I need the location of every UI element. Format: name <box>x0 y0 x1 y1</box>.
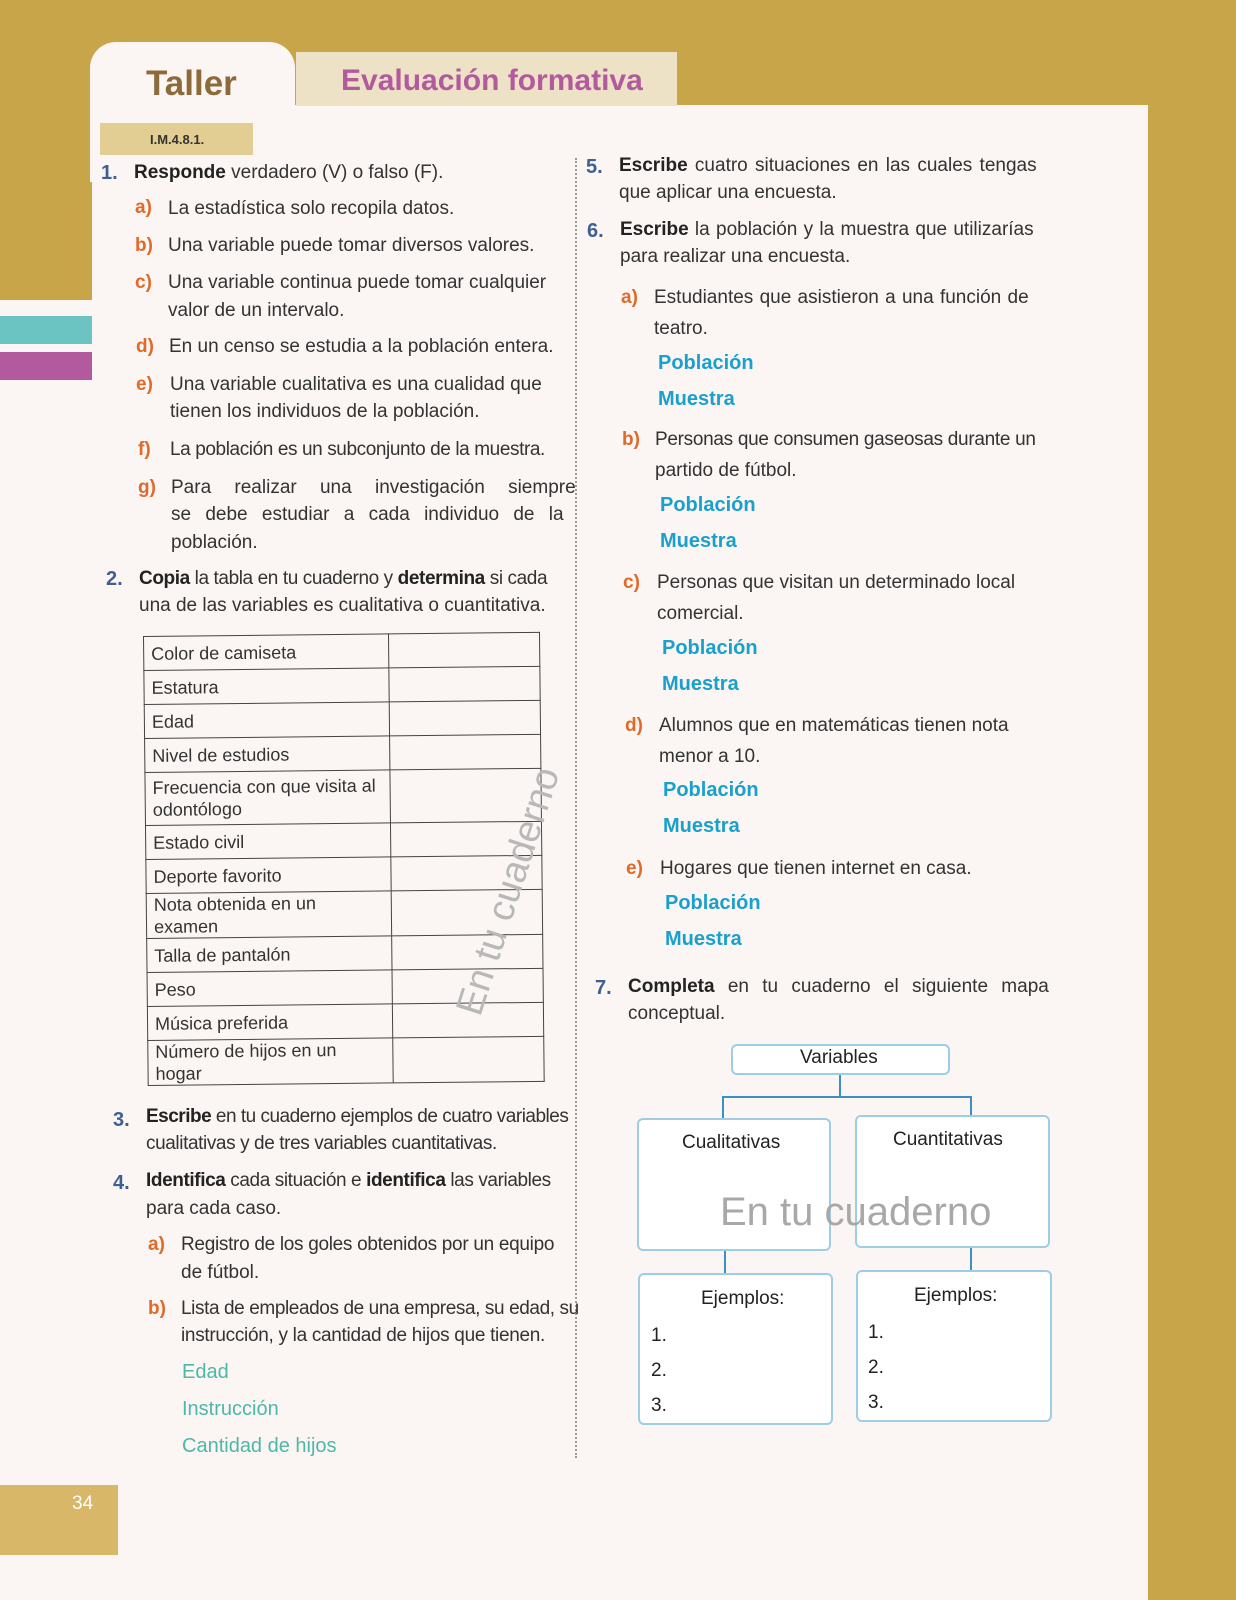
answer-edad: Edad <box>182 1361 229 1383</box>
connector-left <box>722 1096 724 1118</box>
q6-statement-1: Escribe la población y la muestra que utilizarías <box>620 219 1034 240</box>
q6-c-poblacion: Población <box>662 637 758 659</box>
column-divider <box>575 158 577 1458</box>
q1-f-letter: f) <box>138 439 151 460</box>
table-answer-cell <box>393 1036 544 1083</box>
q6-d-letter: d) <box>625 715 643 736</box>
q6-c-letter: c) <box>623 572 640 593</box>
q6-statement-2: para realizar una encuesta. <box>620 246 851 267</box>
q1-c-letter: c) <box>135 272 152 293</box>
concept-map-watermark: En tu cuaderno <box>720 1190 992 1234</box>
connector-left-examples <box>724 1251 726 1273</box>
right-example-1: 1. <box>868 1322 884 1343</box>
q6-d-text-1: Alumnos que en matemáticas tienen nota <box>659 715 1009 736</box>
q4-statement-2: para cada caso. <box>146 1198 282 1219</box>
q1-b-text: Una variable puede tomar diversos valores. <box>168 235 535 256</box>
answer-instruccion: Instrucción <box>182 1398 279 1420</box>
q5-statement-1: Escribe cuatro situaciones en las cuales tengas <box>619 155 1037 176</box>
q3-statement-1: Escribe en tu cuaderno ejemplos de cuatro variables <box>146 1106 569 1127</box>
q6-e-muestra: Muestra <box>665 928 742 950</box>
magenta-stripe <box>0 352 92 380</box>
q6-b-text-2: partido de fútbol. <box>655 460 797 481</box>
q6-b-text-1: Personas que consumen gaseosas durante un <box>655 429 1036 450</box>
q1-d-text: En un censo se estudia a la población entera. <box>169 336 554 357</box>
cuantitativas-label: Cuantitativas <box>893 1129 1003 1150</box>
q6-a-text-2: teatro. <box>654 318 708 339</box>
evaluation-title: Evaluación formativa <box>341 64 643 97</box>
q4-a-text-2: de fútbol. <box>181 1262 260 1283</box>
table-row-label: Música preferida <box>147 1004 392 1041</box>
connector-root <box>839 1075 841 1097</box>
page-number-tab <box>0 1485 118 1555</box>
table-row-label: Deporte favorito <box>146 857 391 894</box>
q4-statement-1: Identifica cada situación e identifica las variables <box>146 1170 551 1191</box>
q1-statement: Responde verdadero (V) o falso (F). <box>134 162 444 183</box>
table-row-label: Frecuencia con que visita al odontólogo <box>145 770 391 826</box>
q2-statement-2: una de las variables es cualitativa o cuantitativa. <box>139 595 546 616</box>
table-watermark: En tu cuaderno <box>448 762 569 1021</box>
connector-right <box>970 1096 972 1116</box>
q1-c-text-1: Una variable continua puede tomar cualquier <box>168 272 547 293</box>
left-example-3: 3. <box>651 1395 667 1416</box>
indicator-code: I.M.4.8.1. <box>100 123 253 155</box>
right-examples-label: Ejemplos: <box>914 1285 998 1306</box>
table-answer-cell <box>390 734 541 770</box>
table-row-label: Edad <box>144 702 389 739</box>
page-number: 34 <box>72 1493 94 1514</box>
q6-d-muestra: Muestra <box>663 815 740 837</box>
answer-cantidad-hijos: Cantidad de hijos <box>182 1435 337 1457</box>
q2-number: 2. <box>106 568 123 590</box>
q3-number: 3. <box>113 1109 130 1131</box>
left-tan-margin <box>0 0 92 300</box>
table-row-label: Estado civil <box>145 823 390 860</box>
q1-number: 1. <box>101 162 118 184</box>
q6-d-text-2: menor a 10. <box>659 746 761 767</box>
q6-a-letter: a) <box>621 287 638 308</box>
q6-c-muestra: Muestra <box>662 673 739 695</box>
table-row-label: Peso <box>147 970 392 1007</box>
right-example-3: 3. <box>868 1392 884 1413</box>
q4-number: 4. <box>113 1172 130 1194</box>
table-row-label: Color de camiseta <box>144 634 389 671</box>
left-examples-label: Ejemplos: <box>701 1288 785 1309</box>
q1-e-letter: e) <box>136 374 153 395</box>
q4-a-text-1: Registro de los goles obtenidos por un equipo <box>181 1234 555 1255</box>
q5-number: 5. <box>586 156 603 178</box>
q6-b-letter: b) <box>622 429 640 450</box>
q1-f-text: La población es un subconjunto de la muestra. <box>170 439 545 460</box>
q1-e-text-1: Una variable cualitativa es una cualidad que <box>170 374 542 395</box>
teal-stripe <box>0 316 92 344</box>
q6-a-muestra: Muestra <box>658 388 735 410</box>
connector-horizontal <box>722 1096 972 1098</box>
q1-d-letter: d) <box>136 336 154 357</box>
taller-title: Taller <box>146 64 237 103</box>
q1-a-letter: a) <box>135 197 152 218</box>
q1-g-text-1: Para realizar una investigación siempre <box>171 477 576 498</box>
q4-b-text-1: Lista de empleados de una empresa, su edad, su <box>181 1298 579 1319</box>
q6-e-text-1: Hogares que tienen internet en casa. <box>660 858 972 879</box>
concept-root-label: Variables <box>800 1047 878 1068</box>
q7-number: 7. <box>595 977 612 999</box>
q1-e-text-2: tienen los individuos de la población. <box>170 401 480 422</box>
q6-d-poblacion: Población <box>663 779 759 801</box>
q1-a-text: La estadística solo recopila datos. <box>168 198 455 219</box>
q1-g-text-2: se debe estudiar a cada individuo de la <box>171 504 564 525</box>
right-example-2: 2. <box>868 1357 884 1378</box>
q1-g-letter: g) <box>138 477 156 498</box>
table-answer-cell <box>389 666 540 702</box>
q6-c-text-1: Personas que visitan un determinado local <box>657 572 1016 593</box>
table-answer-cell <box>389 700 540 736</box>
table-row-label: Nota obtenida en un examen <box>146 891 391 939</box>
q6-b-poblacion: Población <box>660 494 756 516</box>
q1-b-letter: b) <box>135 235 153 256</box>
q3-statement-2: cualitativas y de tres variables cuantitativas. <box>146 1133 497 1154</box>
left-example-1: 1. <box>651 1325 667 1346</box>
q6-e-letter: e) <box>626 858 643 879</box>
table-answer-cell <box>388 632 539 668</box>
q6-b-muestra: Muestra <box>660 530 737 552</box>
q1-g-text-3: población. <box>171 532 258 553</box>
q6-a-poblacion: Población <box>658 352 754 374</box>
table-row-label: Número de hijos en un hogar <box>148 1038 393 1086</box>
q6-e-poblacion: Población <box>665 892 761 914</box>
cualitativas-label: Cualitativas <box>682 1132 781 1153</box>
q4-a-letter: a) <box>148 1234 165 1255</box>
q6-number: 6. <box>587 220 604 242</box>
q1-c-text-2: valor de un intervalo. <box>168 300 345 321</box>
q7-statement-2: conceptual. <box>628 1003 726 1024</box>
left-example-2: 2. <box>651 1360 667 1381</box>
q7-statement-1: Completa en tu cuaderno el siguiente mapa <box>628 976 1049 997</box>
q6-c-text-2: comercial. <box>657 603 744 624</box>
q4-b-text-2: instrucción, y la cantidad de hijos que tienen. <box>181 1325 546 1346</box>
table-row-label: Talla de pantalón <box>147 936 392 973</box>
table-row-label: Estatura <box>144 668 389 705</box>
q4-b-letter: b) <box>148 1298 166 1319</box>
q6-a-text-1: Estudiantes que asistieron a una función de <box>654 287 1029 308</box>
table-row-label: Nivel de estudios <box>145 736 390 773</box>
q5-statement-2: que aplicar una encuesta. <box>619 182 837 203</box>
q2-statement-1: Copia la tabla en tu cuaderno y determina si cada <box>139 568 548 589</box>
connector-right-examples <box>970 1248 972 1270</box>
